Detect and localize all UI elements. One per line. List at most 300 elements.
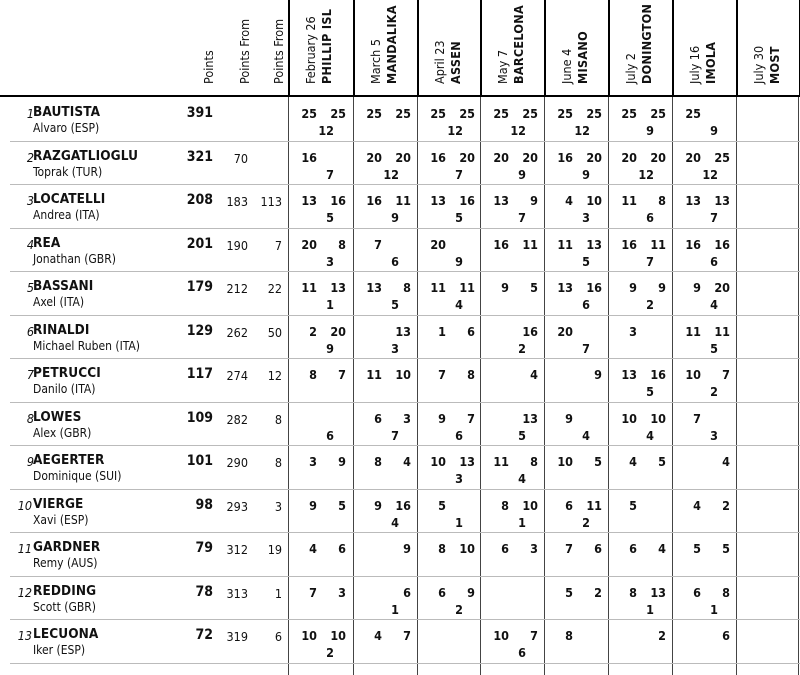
rider-surname: BAUTISTA: [33, 104, 101, 120]
race1-points: 10: [301, 628, 317, 643]
superpole-race-points: 4: [582, 427, 590, 443]
race2-points: 16: [522, 323, 538, 339]
superpole-race-points: 4: [710, 297, 718, 312]
race1-points: 16: [557, 149, 573, 165]
table-row: [0, 489, 800, 533]
race1-points: 10: [493, 628, 509, 643]
column-divider: [288, 0, 290, 97]
rider-points: 129: [186, 322, 213, 339]
superpole-race-points: 2: [710, 384, 718, 399]
superpole-race-points: 9: [391, 210, 399, 225]
race1-points: 6: [693, 584, 701, 600]
points-from-previous: 113: [260, 194, 282, 209]
superpole-race-points: 9: [710, 123, 718, 138]
superpole-race-points: 9: [646, 123, 654, 138]
round-track: ASSEN: [448, 41, 463, 84]
race2-points: 8: [530, 454, 538, 469]
race1-points: 20: [430, 236, 446, 252]
superpole-race-points: 5: [582, 253, 590, 269]
column-divider: [544, 0, 546, 97]
race2-points: 16: [395, 497, 411, 513]
race2-points: 20: [395, 149, 411, 165]
superpole-race-points: 12: [447, 123, 463, 138]
race1-points: 20: [685, 149, 701, 165]
points-from-leader: 190: [226, 237, 248, 253]
race2-points: 11: [395, 193, 411, 208]
race1-points: 2: [309, 323, 317, 339]
superpole-race-points: 12: [510, 123, 526, 138]
race1-points: 8: [501, 497, 509, 513]
superpole-race-points: 12: [638, 166, 654, 182]
rider-surname: BASSANI: [33, 278, 94, 294]
round-header: [545, 0, 609, 95]
round-date: July 30: [751, 45, 766, 84]
race2-points: 16: [459, 193, 475, 208]
race1-points: 13: [366, 280, 382, 295]
race1-points: 11: [557, 236, 573, 252]
race2-points: 7: [403, 628, 411, 643]
race2-points: 9: [467, 584, 475, 600]
column-divider: [672, 0, 674, 97]
race1-points: 13: [430, 193, 446, 208]
table-row: [0, 271, 800, 315]
superpole-race-points: 2: [326, 645, 334, 660]
race1-points: 11: [430, 280, 446, 295]
rider-position: 7: [26, 367, 34, 382]
race2-points: 20: [459, 149, 475, 165]
round-header: [673, 0, 737, 95]
race2-points: 25: [330, 106, 346, 121]
rider-position: 12: [17, 584, 32, 600]
race2-points: 7: [530, 628, 538, 643]
points-from-leader: 312: [226, 542, 248, 557]
race2-points: 16: [586, 280, 602, 295]
points-from-previous: 19: [267, 542, 282, 557]
race2-points: 3: [338, 584, 346, 600]
race1-points: 20: [493, 149, 509, 165]
race1-points: 13: [557, 280, 573, 295]
race1-points: 3: [629, 323, 637, 339]
superpole-race-points: 6: [518, 645, 526, 660]
race2-points: 16: [714, 236, 730, 252]
race2-points: 25: [522, 106, 538, 121]
race2-points: 20: [714, 280, 730, 295]
table-row: [0, 532, 800, 576]
race1-points: 6: [374, 410, 382, 426]
round-track: BARCELONA: [511, 5, 526, 84]
table-row: [0, 576, 800, 620]
rider-given-name: Danilo (ITA): [33, 382, 96, 396]
race2-points: 3: [403, 410, 411, 426]
superpole-race-points: 4: [391, 514, 399, 530]
race2-points: 10: [395, 367, 411, 382]
race2-points: 25: [395, 106, 411, 121]
race1-points: 7: [565, 541, 573, 556]
race1-points: 4: [629, 454, 637, 469]
race2-points: 8: [338, 236, 346, 252]
race2-points: 11: [522, 236, 538, 252]
race2-points: 6: [338, 541, 346, 556]
table-row: [0, 402, 800, 446]
race1-points: 5: [629, 497, 637, 513]
round-date: June 4: [559, 48, 574, 84]
superpole-race-points: 4: [518, 471, 526, 486]
race1-points: 8: [438, 541, 446, 556]
race2-points: 13: [330, 280, 346, 295]
race2-points: 4: [530, 367, 538, 382]
round-header: [737, 0, 800, 95]
points-from-leader: 212: [226, 281, 248, 296]
round-header: [354, 0, 418, 95]
race2-points: 10: [650, 410, 666, 426]
superpole-race-points: 7: [646, 253, 654, 269]
round-date: April 23: [432, 40, 447, 84]
race1-points: 7: [309, 584, 317, 600]
race2-points: 13: [459, 454, 475, 469]
race1-points: 6: [501, 541, 509, 556]
race2-points: 8: [722, 584, 730, 600]
race2-points: 10: [330, 628, 346, 643]
superpole-race-points: 6: [455, 427, 463, 443]
race1-points: 10: [557, 454, 573, 469]
race1-points: 25: [557, 106, 573, 121]
race2-points: 11: [586, 497, 602, 513]
superpole-race-points: 1: [710, 601, 718, 617]
race2-points: 9: [403, 541, 411, 556]
points-from-previous: 6: [274, 629, 282, 644]
race1-points: 25: [685, 106, 701, 121]
round-date: March 5: [368, 39, 383, 84]
rider-given-name: Axel (ITA): [33, 295, 85, 309]
rider-surname: PETRUCCI: [33, 365, 101, 381]
points-from-previous: 8: [274, 455, 282, 470]
race2-points: 11: [650, 236, 666, 252]
rider-surname: RAZGATLIOGLU: [33, 147, 139, 164]
superpole-race-points: 2: [582, 514, 590, 530]
race2-points: 5: [594, 454, 602, 469]
race1-points: 20: [557, 323, 573, 339]
superpole-race-points: 5: [646, 384, 654, 399]
superpole-race-points: 2: [518, 340, 526, 356]
race2-points: 13: [714, 193, 730, 208]
points-from-previous: 3: [274, 498, 282, 514]
race2-points: 8: [467, 367, 475, 382]
race2-points: 5: [338, 497, 346, 513]
rider-points: 321: [186, 148, 213, 165]
race1-points: 8: [309, 367, 317, 382]
race1-points: 11: [493, 454, 509, 469]
race1-points: 10: [430, 454, 446, 469]
race2-points: 20: [330, 323, 346, 339]
superpole-race-points: 3: [582, 210, 590, 225]
rider-given-name: Alex (GBR): [33, 425, 92, 440]
race2-points: 25: [459, 106, 475, 121]
table-row: [0, 358, 800, 402]
race2-points: 4: [403, 454, 411, 469]
race2-points: 9: [338, 454, 346, 469]
superpole-race-points: 4: [646, 427, 654, 443]
round-track: MOST: [767, 46, 782, 84]
race1-points: 8: [374, 454, 382, 469]
rider-surname: REDDING: [33, 582, 97, 599]
points-from-leader: 70: [233, 150, 248, 166]
rider-position: 3: [26, 193, 34, 208]
round-header: [418, 0, 482, 95]
superpole-race-points: 6: [710, 253, 718, 269]
superpole-race-points: 1: [391, 601, 399, 617]
race1-points: 5: [693, 541, 701, 556]
race2-points: 7: [338, 367, 346, 382]
race2-points: 20: [586, 149, 602, 165]
race1-points: 8: [629, 584, 637, 600]
race1-points: 9: [693, 280, 701, 295]
race2-points: 11: [459, 280, 475, 295]
superpole-race-points: 1: [646, 601, 654, 617]
points-from-leader: 274: [226, 368, 248, 383]
superpole-race-points: 5: [455, 210, 463, 225]
race1-points: 11: [366, 367, 382, 382]
race1-points: 16: [430, 149, 446, 165]
race1-points: 25: [621, 106, 637, 121]
column-header-label: Points From: [237, 18, 252, 84]
column-divider: [353, 0, 355, 97]
rider-points: 72: [195, 627, 213, 643]
rider-position: 2: [26, 149, 34, 165]
rider-given-name: Michael Ruben (ITA): [33, 338, 141, 353]
round-header: [289, 0, 353, 95]
race2-points: 5: [722, 541, 730, 556]
rider-surname: REA: [33, 234, 61, 251]
superpole-race-points: 1: [326, 297, 334, 312]
rider-position: 8: [26, 410, 34, 426]
points-from-leader: 313: [226, 585, 248, 601]
rider-points: 208: [186, 192, 213, 208]
race1-points: 8: [565, 628, 573, 643]
race1-points: 13: [685, 193, 701, 208]
rider-given-name: Dominique (SUI): [33, 469, 122, 483]
superpole-race-points: 7: [391, 427, 399, 443]
round-date: July 2: [623, 53, 638, 84]
race2-points: 4: [658, 541, 666, 556]
rider-given-name: Remy (AUS): [33, 556, 98, 570]
race1-points: 4: [309, 541, 317, 556]
superpole-race-points: 4: [455, 297, 463, 312]
points-from-previous: 8: [274, 411, 282, 427]
rider-surname: LOCATELLI: [33, 191, 106, 207]
race2-points: 7: [467, 410, 475, 426]
superpole-race-points: 1: [455, 514, 463, 530]
rider-surname: RINALDI: [33, 321, 90, 338]
rider-given-name: Toprak (TUR): [33, 164, 103, 179]
round-track: IMOLA: [703, 41, 718, 84]
rider-given-name: Andrea (ITA): [33, 208, 100, 222]
race1-points: 9: [565, 410, 573, 426]
race2-points: 10: [586, 193, 602, 208]
race1-points: 13: [621, 367, 637, 382]
race1-points: 7: [693, 410, 701, 426]
race2-points: 5: [530, 280, 538, 295]
table-row: [0, 141, 800, 185]
race1-points: 25: [493, 106, 509, 121]
superpole-race-points: 3: [455, 471, 463, 486]
race1-points: 4: [693, 497, 701, 513]
column-divider: [417, 0, 419, 97]
race1-points: 10: [621, 410, 637, 426]
superpole-race-points: 5: [326, 210, 334, 225]
round-date: May 7: [495, 50, 510, 84]
round-header: [609, 0, 673, 95]
superpole-race-points: 12: [318, 123, 334, 138]
race2-points: 20: [650, 149, 666, 165]
race2-points: 6: [594, 541, 602, 556]
rider-position: 4: [26, 236, 34, 252]
race2-points: 7: [722, 367, 730, 382]
race2-points: 2: [658, 628, 666, 643]
superpole-race-points: 6: [582, 297, 590, 312]
race1-points: 20: [301, 236, 317, 252]
rider-position: 11: [17, 541, 32, 556]
race2-points: 9: [658, 280, 666, 295]
race1-points: 9: [374, 497, 382, 513]
superpole-race-points: 7: [326, 166, 334, 182]
race1-points: 16: [301, 149, 317, 165]
rider-position: 6: [26, 323, 34, 339]
race1-points: 6: [629, 541, 637, 556]
race2-points: 25: [714, 149, 730, 165]
rider-position: 9: [26, 454, 34, 469]
race2-points: 25: [586, 106, 602, 121]
column-divider: [480, 0, 482, 97]
superpole-race-points: 12: [702, 166, 718, 182]
column-divider: [608, 0, 610, 97]
points-from-leader: 262: [226, 324, 248, 340]
rider-given-name: Iker (ESP): [33, 643, 86, 657]
table-row: [0, 315, 800, 359]
race1-points: 4: [374, 628, 382, 643]
table-row: [0, 445, 800, 489]
rider-position: 13: [17, 628, 32, 643]
rider-surname: VIERGE: [33, 495, 84, 512]
race2-points: 6: [467, 323, 475, 339]
rider-points: 78: [195, 583, 213, 600]
points-from-leader: 282: [226, 411, 248, 427]
race1-points: 13: [301, 193, 317, 208]
superpole-race-points: 5: [710, 340, 718, 356]
column-header-label: Points: [201, 50, 216, 84]
race2-points: 10: [522, 497, 538, 513]
points-from-previous: 50: [267, 324, 282, 340]
race1-points: 6: [438, 584, 446, 600]
points-from-leader: 183: [226, 194, 248, 209]
superpole-race-points: 7: [582, 340, 590, 356]
superpole-race-points: 6: [646, 210, 654, 225]
table-row: [0, 619, 800, 663]
race1-points: 13: [493, 193, 509, 208]
superpole-race-points: 2: [455, 601, 463, 617]
race2-points: 16: [330, 193, 346, 208]
superpole-race-points: 9: [582, 166, 590, 182]
superpole-race-points: 1: [518, 514, 526, 530]
race1-points: 25: [430, 106, 446, 121]
rider-points: 79: [195, 540, 213, 556]
rider-given-name: Scott (GBR): [33, 599, 96, 614]
superpole-race-points: 9: [518, 166, 526, 182]
race2-points: 8: [403, 280, 411, 295]
round-track: DONINGTON: [639, 3, 654, 84]
race2-points: 3: [530, 541, 538, 556]
race2-points: 13: [586, 236, 602, 252]
race2-points: 10: [459, 541, 475, 556]
race1-points: 9: [309, 497, 317, 513]
rider-points: 109: [186, 409, 213, 426]
round-track: MANDALIKA: [384, 5, 399, 84]
superpole-race-points: 12: [574, 123, 590, 138]
race1-points: 25: [366, 106, 382, 121]
superpole-race-points: 6: [326, 427, 334, 443]
race1-points: 5: [565, 584, 573, 600]
race1-points: 9: [438, 410, 446, 426]
points-from-leader: 319: [226, 629, 248, 644]
points-from-previous: 1: [274, 585, 282, 601]
points-from-leader: 293: [226, 498, 248, 514]
column-divider: [736, 0, 738, 97]
column-header-label: Points From: [271, 18, 286, 84]
race2-points: 13: [522, 410, 538, 426]
superpole-race-points: 7: [518, 210, 526, 225]
round-header: [481, 0, 545, 95]
rider-points: 117: [186, 366, 213, 382]
rider-surname: LOWES: [33, 408, 82, 425]
superpole-race-points: 2: [646, 297, 654, 312]
race2-points: 9: [594, 367, 602, 382]
race2-points: 25: [650, 106, 666, 121]
race1-points: 20: [621, 149, 637, 165]
race2-points: 5: [658, 454, 666, 469]
race1-points: 5: [438, 497, 446, 513]
rider-given-name: Alvaro (ESP): [33, 121, 100, 135]
round-track: MISANO: [575, 31, 590, 84]
table-row: [0, 184, 800, 228]
race1-points: 10: [685, 367, 701, 382]
rider-points: 179: [186, 279, 213, 295]
race1-points: 20: [366, 149, 382, 165]
race2-points: 2: [594, 584, 602, 600]
rider-position: 10: [17, 497, 32, 513]
rider-points: 201: [186, 235, 213, 252]
race1-points: 11: [685, 323, 701, 339]
race1-points: 6: [565, 497, 573, 513]
race2-points: 20: [522, 149, 538, 165]
race1-points: 11: [621, 193, 637, 208]
race1-points: 9: [501, 280, 509, 295]
points-from-previous: 22: [267, 281, 282, 296]
race1-points: 7: [374, 236, 382, 252]
points-from-previous: 12: [267, 368, 282, 383]
row-separator: [10, 663, 800, 664]
race1-points: 9: [629, 280, 637, 295]
superpole-race-points: 7: [710, 210, 718, 225]
race2-points: 8: [658, 193, 666, 208]
race1-points: 4: [565, 193, 573, 208]
table-row: [0, 228, 800, 272]
rider-points: 101: [186, 453, 213, 469]
round-track: PHILLIP ISL: [319, 8, 334, 84]
race1-points: 25: [301, 106, 317, 121]
race1-points: 16: [493, 236, 509, 252]
superpole-race-points: 5: [518, 427, 526, 443]
superpole-race-points: 7: [455, 166, 463, 182]
race2-points: 2: [722, 497, 730, 513]
